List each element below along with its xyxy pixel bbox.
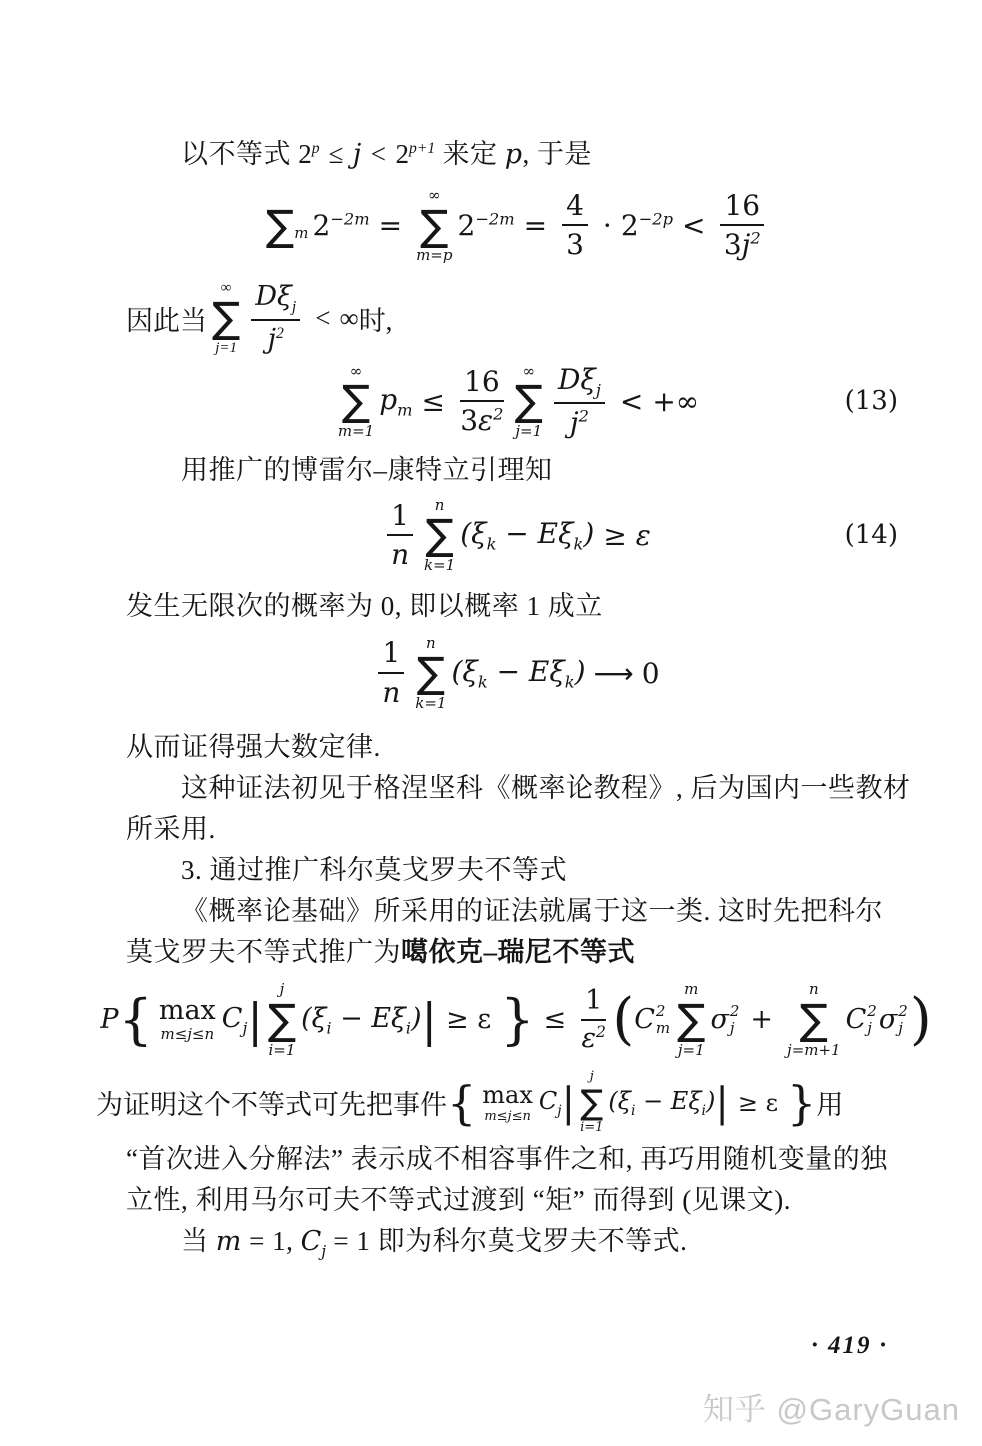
paragraph-borel-cantelli bbox=[126, 450, 906, 491]
num-dxi: $D\xi_j$ bbox=[554, 363, 605, 404]
sup-sub-stack: 2 j bbox=[729, 1002, 740, 1037]
left-abs-bar: | bbox=[561, 1079, 576, 1126]
paragraph-strong-law bbox=[126, 727, 906, 768]
sigma-icon: ∑ bbox=[416, 648, 446, 698]
sum-upper-limit: ∞ bbox=[220, 279, 232, 296]
equals-symbol: = bbox=[523, 208, 548, 242]
equation-hajek-renyi bbox=[98, 979, 934, 1060]
var-Cm2: C bbox=[634, 1004, 655, 1036]
math-xi-term: $(\xi_k - E\xi_k)$ bbox=[451, 654, 586, 692]
paragraph-markov bbox=[126, 1180, 906, 1221]
text-run: 当 bbox=[181, 1226, 216, 1257]
equation-limit-zero bbox=[126, 633, 906, 714]
den-j2: $j^2$ bbox=[569, 405, 589, 439]
sigma-icon: ∑ bbox=[267, 994, 297, 1044]
fraction-16-3j2: $\frac{16}{3j^2}$ bbox=[720, 189, 764, 262]
hajek-renyi-name: 噶依克–瑞尼不等式 bbox=[401, 937, 635, 968]
right-brace: } bbox=[787, 1075, 817, 1130]
var-sigma-j2: σ bbox=[710, 1004, 729, 1036]
sum-lower-limit: k=1 bbox=[424, 556, 456, 575]
left-abs-bar: | bbox=[247, 992, 263, 1047]
equation-geometric-sum bbox=[126, 185, 906, 266]
text-run: 立性, 利用马尔可夫不等式过渡到 “矩” 而得到 (见课文). bbox=[126, 1185, 791, 1216]
sum-lower-limit: j=m+1 bbox=[787, 1040, 841, 1059]
text-run: 即为科尔莫戈罗夫不等式. bbox=[377, 1226, 688, 1257]
math-term: $2^{-2m}$ bbox=[312, 208, 370, 242]
sigma-icon: ∑ bbox=[799, 994, 828, 1044]
left-brace: { bbox=[118, 987, 153, 1051]
summation bbox=[212, 278, 240, 359]
equation-14 bbox=[126, 495, 906, 576]
text-run: 所采用. bbox=[126, 814, 216, 845]
text-run: 时, bbox=[358, 305, 393, 336]
summation bbox=[677, 979, 705, 1060]
den-eps2: $\varepsilon^2$ bbox=[581, 1021, 606, 1054]
text-run: 《概率论基础》所采用的证法就属于这一类. 这时先把科尔 bbox=[181, 896, 883, 927]
text-run: 发生无限次的概率为 0, 即以概率 1 成立 bbox=[126, 590, 603, 621]
equation-13 bbox=[126, 361, 906, 442]
var-P: P bbox=[100, 1004, 119, 1036]
text-run: , 于是 bbox=[522, 139, 593, 169]
right-paren: ) bbox=[909, 986, 932, 1052]
fraction-dxi-j2 bbox=[554, 363, 605, 440]
lt-symbol: < bbox=[619, 384, 644, 418]
summation bbox=[424, 495, 455, 576]
var-Cj: $C_j$ bbox=[538, 1086, 562, 1119]
var-p: p bbox=[504, 139, 523, 170]
var-j: j bbox=[352, 139, 362, 170]
paragraph-kolmogorov-special-case bbox=[126, 1221, 906, 1271]
summation bbox=[265, 200, 309, 250]
max-operator: max m≤j≤n bbox=[482, 1080, 533, 1124]
plus-symbol: + bbox=[750, 1004, 774, 1036]
math-xi-term: $(\xi_i - E\xi_i)$ bbox=[301, 1002, 422, 1038]
text-run: 用推广的博雷尔–康特立引理知 bbox=[181, 454, 553, 485]
sum-lower-limit: i=1 bbox=[580, 1119, 604, 1135]
summation bbox=[416, 185, 452, 266]
fraction-dxi-j2 bbox=[251, 280, 300, 357]
den-3j2: $3j^2$ bbox=[723, 228, 761, 262]
den-j2: $j^2$ bbox=[267, 324, 284, 356]
paragraph-hajek-renyi-intro bbox=[126, 932, 906, 973]
fraction-4-3: $\frac{4}{3}$ bbox=[562, 189, 588, 262]
math-xi-term: $(\xi_k - E\xi_k)$ bbox=[460, 516, 595, 554]
math-2-sup-p1: $2^{p+1}$ bbox=[395, 139, 436, 169]
sum-upper-limit: j bbox=[279, 980, 285, 999]
zero: 0 bbox=[641, 656, 660, 690]
math-pm: $p_m$ bbox=[379, 382, 413, 420]
text-run: 3. 通过推广科尔莫戈罗夫不等式 bbox=[181, 855, 567, 886]
text-run: 因此当 bbox=[126, 305, 207, 336]
sum-upper-limit: n bbox=[808, 980, 819, 999]
geq-epsilon: ≥ ε bbox=[737, 1088, 779, 1117]
summation bbox=[515, 361, 543, 442]
sum-upper-limit: j bbox=[589, 1069, 594, 1085]
sup-sub-stack: 2 j bbox=[898, 1002, 908, 1037]
sigma-icon: ∑ bbox=[514, 376, 543, 426]
paragraph-foundations bbox=[126, 891, 906, 932]
sum-upper-limit: m bbox=[684, 980, 699, 999]
den-3eps2: $3\varepsilon^2$ bbox=[460, 404, 504, 438]
sigma-icon: ∑ bbox=[580, 1082, 604, 1123]
right-abs-bar: | bbox=[421, 992, 437, 1047]
summation bbox=[338, 361, 374, 442]
max-operator: max m≤j≤n bbox=[158, 995, 216, 1044]
text-run: 以不等式 bbox=[181, 139, 299, 169]
summation bbox=[268, 979, 296, 1060]
math-term: $2^{-2m}$ bbox=[457, 208, 515, 242]
section-heading-3 bbox=[126, 850, 906, 891]
fraction-1-n: $\frac{1}{n}$ bbox=[378, 636, 404, 709]
sum-lower-limit: j=1 bbox=[515, 422, 543, 441]
left-brace: { bbox=[447, 1075, 477, 1130]
geq-epsilon: ≥ ε bbox=[445, 1004, 492, 1036]
right-brace: } bbox=[500, 987, 535, 1051]
sum-upper-limit: ∞ bbox=[349, 361, 363, 380]
leq-symbol: ≤ bbox=[421, 384, 445, 418]
text-run: “首次进入分解法” 表示成不相容事件之和, 再巧用随机变量的独 bbox=[126, 1144, 888, 1175]
right-abs-bar: | bbox=[715, 1079, 729, 1126]
equals-symbol: = bbox=[378, 208, 403, 242]
paragraph-define-p bbox=[126, 128, 906, 175]
equation-number-14: (14) bbox=[844, 520, 898, 551]
sum-upper-limit: ∞ bbox=[428, 186, 441, 204]
inline-event-expression bbox=[447, 1068, 816, 1137]
sum-lower-limit: m bbox=[294, 224, 309, 243]
math-2-sup-p: 2$^p$ bbox=[298, 139, 320, 169]
sigma-icon: ∑ bbox=[677, 994, 706, 1044]
page-number: · 419 · bbox=[811, 1332, 888, 1359]
fraction-16-3eps2: $\frac{16}{3\varepsilon^2}$ bbox=[460, 364, 504, 438]
lt-symbol: < bbox=[370, 139, 387, 169]
math-xi-term: $(\xi_i - E\xi_i)$ bbox=[608, 1086, 716, 1119]
paragraph-adopted bbox=[126, 809, 906, 850]
var-Cj2: C bbox=[845, 1004, 867, 1036]
cdot-symbol: · bbox=[602, 208, 612, 242]
text-run: 从而证得强大数定律. bbox=[126, 732, 381, 763]
paragraph-condition bbox=[126, 278, 906, 359]
summation bbox=[787, 979, 841, 1060]
text-run: 为证明这个不等式可先把事件 bbox=[96, 1090, 447, 1121]
paragraph-gnedenko bbox=[126, 768, 911, 809]
sigma-icon: ∑ bbox=[265, 200, 295, 250]
infinity-symbol: ∞ bbox=[339, 302, 359, 333]
sum-lower-limit: i=1 bbox=[268, 1040, 296, 1059]
lt-symbol: < bbox=[315, 302, 331, 333]
text-run: = 1, bbox=[241, 1226, 301, 1257]
left-paren: ( bbox=[612, 986, 635, 1052]
text-run: 用 bbox=[816, 1090, 844, 1121]
sum-lower-limit: j=1 bbox=[215, 340, 238, 357]
sup-sub-stack: 2 m bbox=[655, 1002, 671, 1037]
fraction-1-eps2: $\frac{1}{\varepsilon^2}$ bbox=[581, 984, 606, 1054]
sum-upper-limit: n bbox=[434, 495, 445, 514]
summation bbox=[580, 1068, 603, 1137]
leq-symbol: ≤ bbox=[328, 139, 344, 169]
page-content bbox=[96, 128, 932, 1272]
sum-upper-limit: ∞ bbox=[522, 361, 536, 380]
paragraph-first-entry bbox=[126, 1139, 906, 1180]
sum-lower-limit: m=p bbox=[416, 246, 453, 265]
text-run: 来定 bbox=[435, 139, 505, 169]
sigma-icon: ∑ bbox=[425, 510, 454, 560]
text-run: = 1 bbox=[326, 1226, 378, 1257]
var-epsilon: ε bbox=[635, 518, 651, 552]
num-dxi: $D\xi_j$ bbox=[251, 280, 300, 321]
sup-sub-stack: 2 j bbox=[867, 1002, 877, 1037]
var-Cj: $C_j$ bbox=[221, 1002, 248, 1038]
equation-number-13: (13) bbox=[844, 386, 898, 417]
paragraph-probability-zero bbox=[126, 586, 906, 627]
geq-symbol: ≥ bbox=[603, 518, 627, 552]
plus-infinity: +∞ bbox=[652, 384, 700, 418]
fraction-1-n: $\frac{1}{n}$ bbox=[387, 499, 413, 572]
paragraph-event-decomposition bbox=[96, 1068, 906, 1137]
sum-lower-limit: k=1 bbox=[415, 693, 447, 712]
sigma-icon: ∑ bbox=[341, 376, 371, 426]
var-m: m bbox=[215, 1226, 242, 1258]
sigma-icon: ∑ bbox=[212, 293, 241, 343]
sum-lower-limit: m=1 bbox=[337, 422, 375, 441]
math-term: $2^{-2p}$ bbox=[620, 208, 673, 242]
var-sigma-j2: σ bbox=[878, 1004, 898, 1036]
text-run: 莫戈罗夫不等式推广为 bbox=[126, 937, 401, 968]
var-Cj: $C_j$ bbox=[300, 1226, 327, 1261]
long-arrow-icon: ⟶ bbox=[593, 656, 634, 690]
sigma-icon: ∑ bbox=[420, 200, 449, 250]
summation bbox=[415, 633, 446, 714]
lt-symbol: < bbox=[681, 208, 706, 242]
sum-upper-limit: n bbox=[426, 633, 436, 652]
sum-lower-limit: j=1 bbox=[677, 1040, 705, 1059]
text-run: 这种证法初见于格涅坚科《概率论教程》, 后为国内一些教材 bbox=[181, 773, 911, 804]
leq-symbol: ≤ bbox=[543, 1004, 567, 1036]
watermark-zhihu: 知乎 @GaryGuan bbox=[702, 1392, 960, 1427]
